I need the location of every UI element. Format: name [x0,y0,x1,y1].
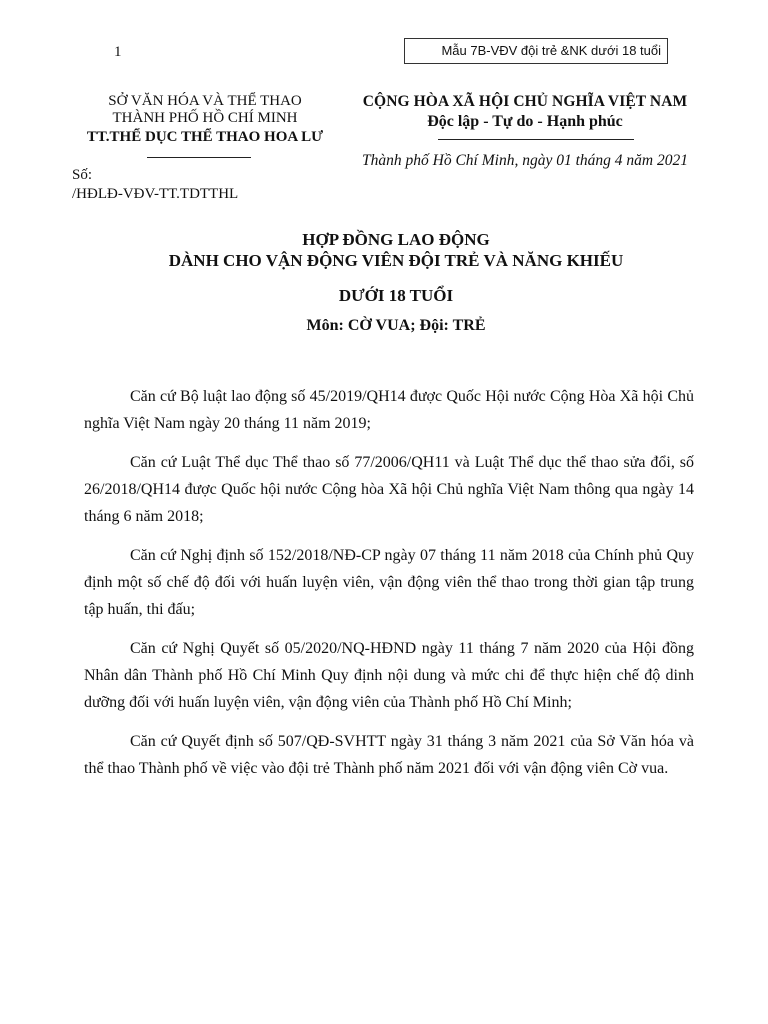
doc-title-line-3: DƯỚI 18 TUỔI [338,286,454,305]
document-number: /HĐLĐ-VĐV-TT.TDTTHL [72,186,239,202]
doc-title-line-1: HỢP ĐỒNG LAO ĐỘNG [302,230,490,249]
agency-line-3: TT.THỂ DỤC THỂ THAO HOA LƯ [86,129,324,145]
agency-header [60,93,350,147]
paragraph: Căn cứ Bộ luật lao động số 45/2019/QH14 được Quốc Hội nước Cộng Hòa Xã hội Chủ nghĩa Việt Nam ngày 20 tháng 11 năm 2019; [84,388,694,432]
paragraph: Căn cứ Luật Thể dục Thể thao số 77/2006/QH11 và Luật Thể dục thể thao sửa đổi, số 26/2018/QH14 được Quốc hội nước Cộng hòa Xã hội Chủ nghĩa Việt Nam thông qua ngày 14 tháng 6 năm 2018; [84,454,694,525]
doc-subject-line: Môn: CỜ VUA; Đội: TRẺ [306,317,486,334]
nation-line-1: CỘNG HÒA XÃ HỘI CHỦ NGHĨA VIỆT NAM [362,93,688,110]
date-line: Thành phố Hồ Chí Minh, ngày 01 tháng 4 năm 2021 [362,152,688,169]
agency-line-2: THÀNH PHỐ HỒ CHÍ MINH [112,110,298,126]
paragraph: Căn cứ Quyết định số 507/QĐ-SVHTT ngày 31 tháng 3 năm 2021 của Sở Văn hóa và thể thao Thành phố về việc vào đội trẻ Thành phố năm 2021 đối với vận động viên Cờ vua. [84,733,694,777]
doc-title-line-2: DÀNH CHO VẬN ĐỘNG VIÊN ĐỘI TRẺ VÀ NĂNG KHIẾU [168,251,624,270]
nation-motto: Độc lập - Tự do - Hạnh phúc [427,113,623,130]
agency-underline [147,157,251,158]
nation-header [340,92,710,133]
document-body [84,383,694,794]
form-label-box: Mẫu 7B-VĐV đội trẻ &NK dưới 18 tuổi [404,38,668,64]
page-number: 1 [114,44,122,60]
paragraph: Căn cứ Nghị định số 152/2018/NĐ-CP ngày 07 tháng 11 năm 2018 của Chính phủ Quy định một số chế độ đối với huấn luyện viên, vận động viên thể thao trong thời gian tập trung tập huấn, thi đấu; [84,547,694,618]
nation-underline [438,139,634,140]
document-number-label: Số: [72,167,93,183]
paragraph: Căn cứ Nghị Quyết số 05/2020/NQ-HĐND ngày 11 tháng 7 năm 2020 của Hội đồng Nhân dân Thành phố Hồ Chí Minh Quy định nội dung và mức chi để thực hiện chế độ dinh dưỡng đối với huấn luyện viên, vận động viên của Thành phố Hồ Chí Minh; [84,640,694,711]
agency-line-1: SỞ VĂN HÓA VÀ THỂ THAO [108,93,302,109]
